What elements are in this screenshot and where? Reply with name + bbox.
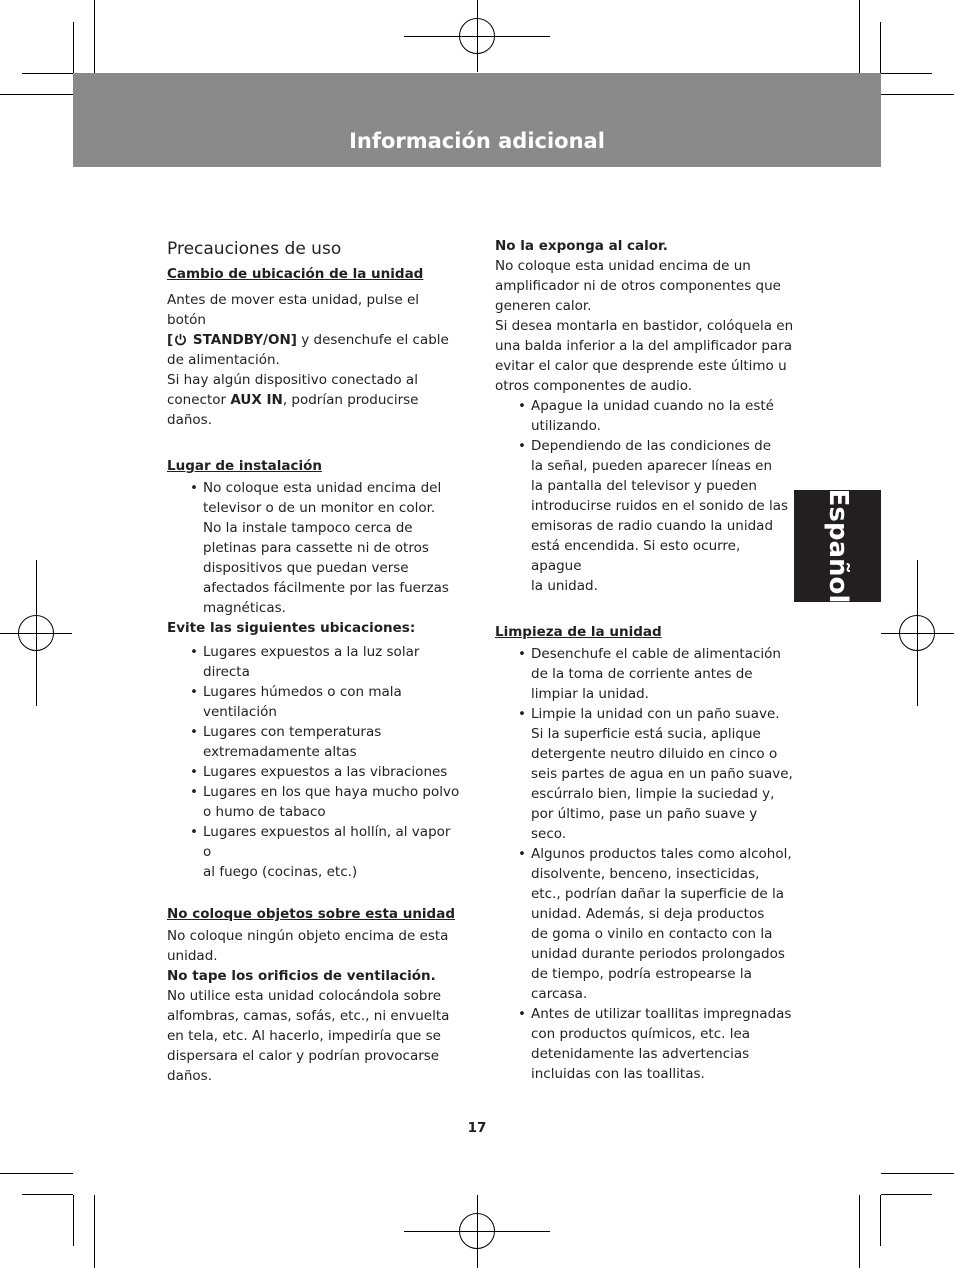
no-objects-heading: No coloque objetos sobre esta unidad (167, 906, 455, 922)
list-item: • Limpie la unidad con un paño suave. Si la superficie está sucia, aplique detergente neutro diluido en cinco o seis partes de agua en un paño suave, escúrralo bien, limpie la suciedad y, por último, pase un paño suave y seco. (531, 704, 795, 844)
page-number: 17 (467, 1120, 487, 1136)
list-item: • Lugares expuestos a las vibraciones (203, 762, 462, 782)
cleaning-list (495, 644, 795, 1084)
avoid-locations-heading: Evite las siguientes ubicaciones: (167, 620, 416, 636)
heat-text-2: Si desea montarla en bastidor, colóquela en una balda inferior a la del amplificador para evitar el calor que desprende este último u otros componentes de audio. (495, 318, 794, 394)
list-item: • Lugares con temperaturas extremadamente altas (203, 722, 462, 762)
list-item: • Lugares expuestos al hollín, al vapor o al fuego (cocinas, etc.) (203, 822, 462, 882)
list-item: • Dependiendo de las condiciones de la señal, pueden aparecer líneas en la pantalla del televisor y pueden introducirse ruidos en el sonido de las emisoras de radio cuando la unidad está encendida. Si esto ocurre, apague la unidad. (531, 436, 795, 596)
no-objects-text: No coloque ningún objeto encima de esta unidad. (167, 928, 449, 964)
page-title: Información adicional (349, 129, 605, 153)
left-column (167, 236, 462, 1086)
list-item: • Desenchufe el cable de alimentación de la toma de corriente antes de limpiar la unidad. (531, 644, 795, 704)
list-item: • Lugares expuestos a la luz solar directa (203, 642, 462, 682)
move-unit-text: Antes de mover esta unidad, pulse el botón [ STANDBY/ON] y desenchufe el cable de alimentación. Si hay algún dispositivo conectado al conector AUX IN, podrían producirse daños. (167, 292, 449, 428)
right-column (495, 236, 795, 1084)
list-item: • Lugares húmedos o con mala ventilación (203, 682, 462, 722)
header-band (73, 73, 881, 167)
list-item: • No coloque esta unidad encima del televisor o de un monitor en color. No la instale tampoco cerca de pletinas para cassette ni de otros dispositivos que puedan verse afectados fácilmente por las fuerzas magnéticas. (203, 478, 462, 618)
ventilation-text: No utilice esta unidad colocándola sobre alfombras, camas, sofás, etc., ni envuelta en tela, etc. Al hacerlo, impediría que se dispersara el calor y podrían provocarse daños. (167, 988, 450, 1084)
language-tab (794, 490, 881, 602)
heat-list (495, 396, 795, 596)
heat-heading: No la exponga al calor. (495, 238, 668, 254)
avoid-locations-list (167, 642, 462, 882)
language-tab-label: Español (822, 488, 853, 604)
cleaning-heading: Limpieza de la unidad (495, 624, 662, 640)
list-item: • Algunos productos tales como alcohol, disolvente, benceno, insecticidas, etc., podrían dañar la superficie de la unidad. Además, si deja productos de goma o vinilo en contacto con la unidad durante periodos prolongados de tiempo, podría estropearse la carcasa. (531, 844, 795, 1004)
ventilation-heading: No tape los orificios de ventilación. (167, 968, 436, 984)
list-item: • Lugares en los que haya mucho polvo o humo de tabaco (203, 782, 462, 822)
power-icon (174, 333, 187, 346)
installation-list (167, 478, 462, 618)
installation-heading: Lugar de instalación (167, 458, 322, 474)
heat-text-1: No coloque esta unidad encima de un amplificador ni de otros componentes que generen calor. (495, 258, 781, 314)
list-item: • Apague la unidad cuando no la esté utilizando. (531, 396, 795, 436)
list-item: • Antes de utilizar toallitas impregnadas con productos químicos, etc. lea detenidamente las advertencias incluidas con las toallitas. (531, 1004, 795, 1084)
section-title: Precauciones de uso (167, 239, 342, 259)
move-unit-heading: Cambio de ubicación de la unidad (167, 266, 424, 282)
